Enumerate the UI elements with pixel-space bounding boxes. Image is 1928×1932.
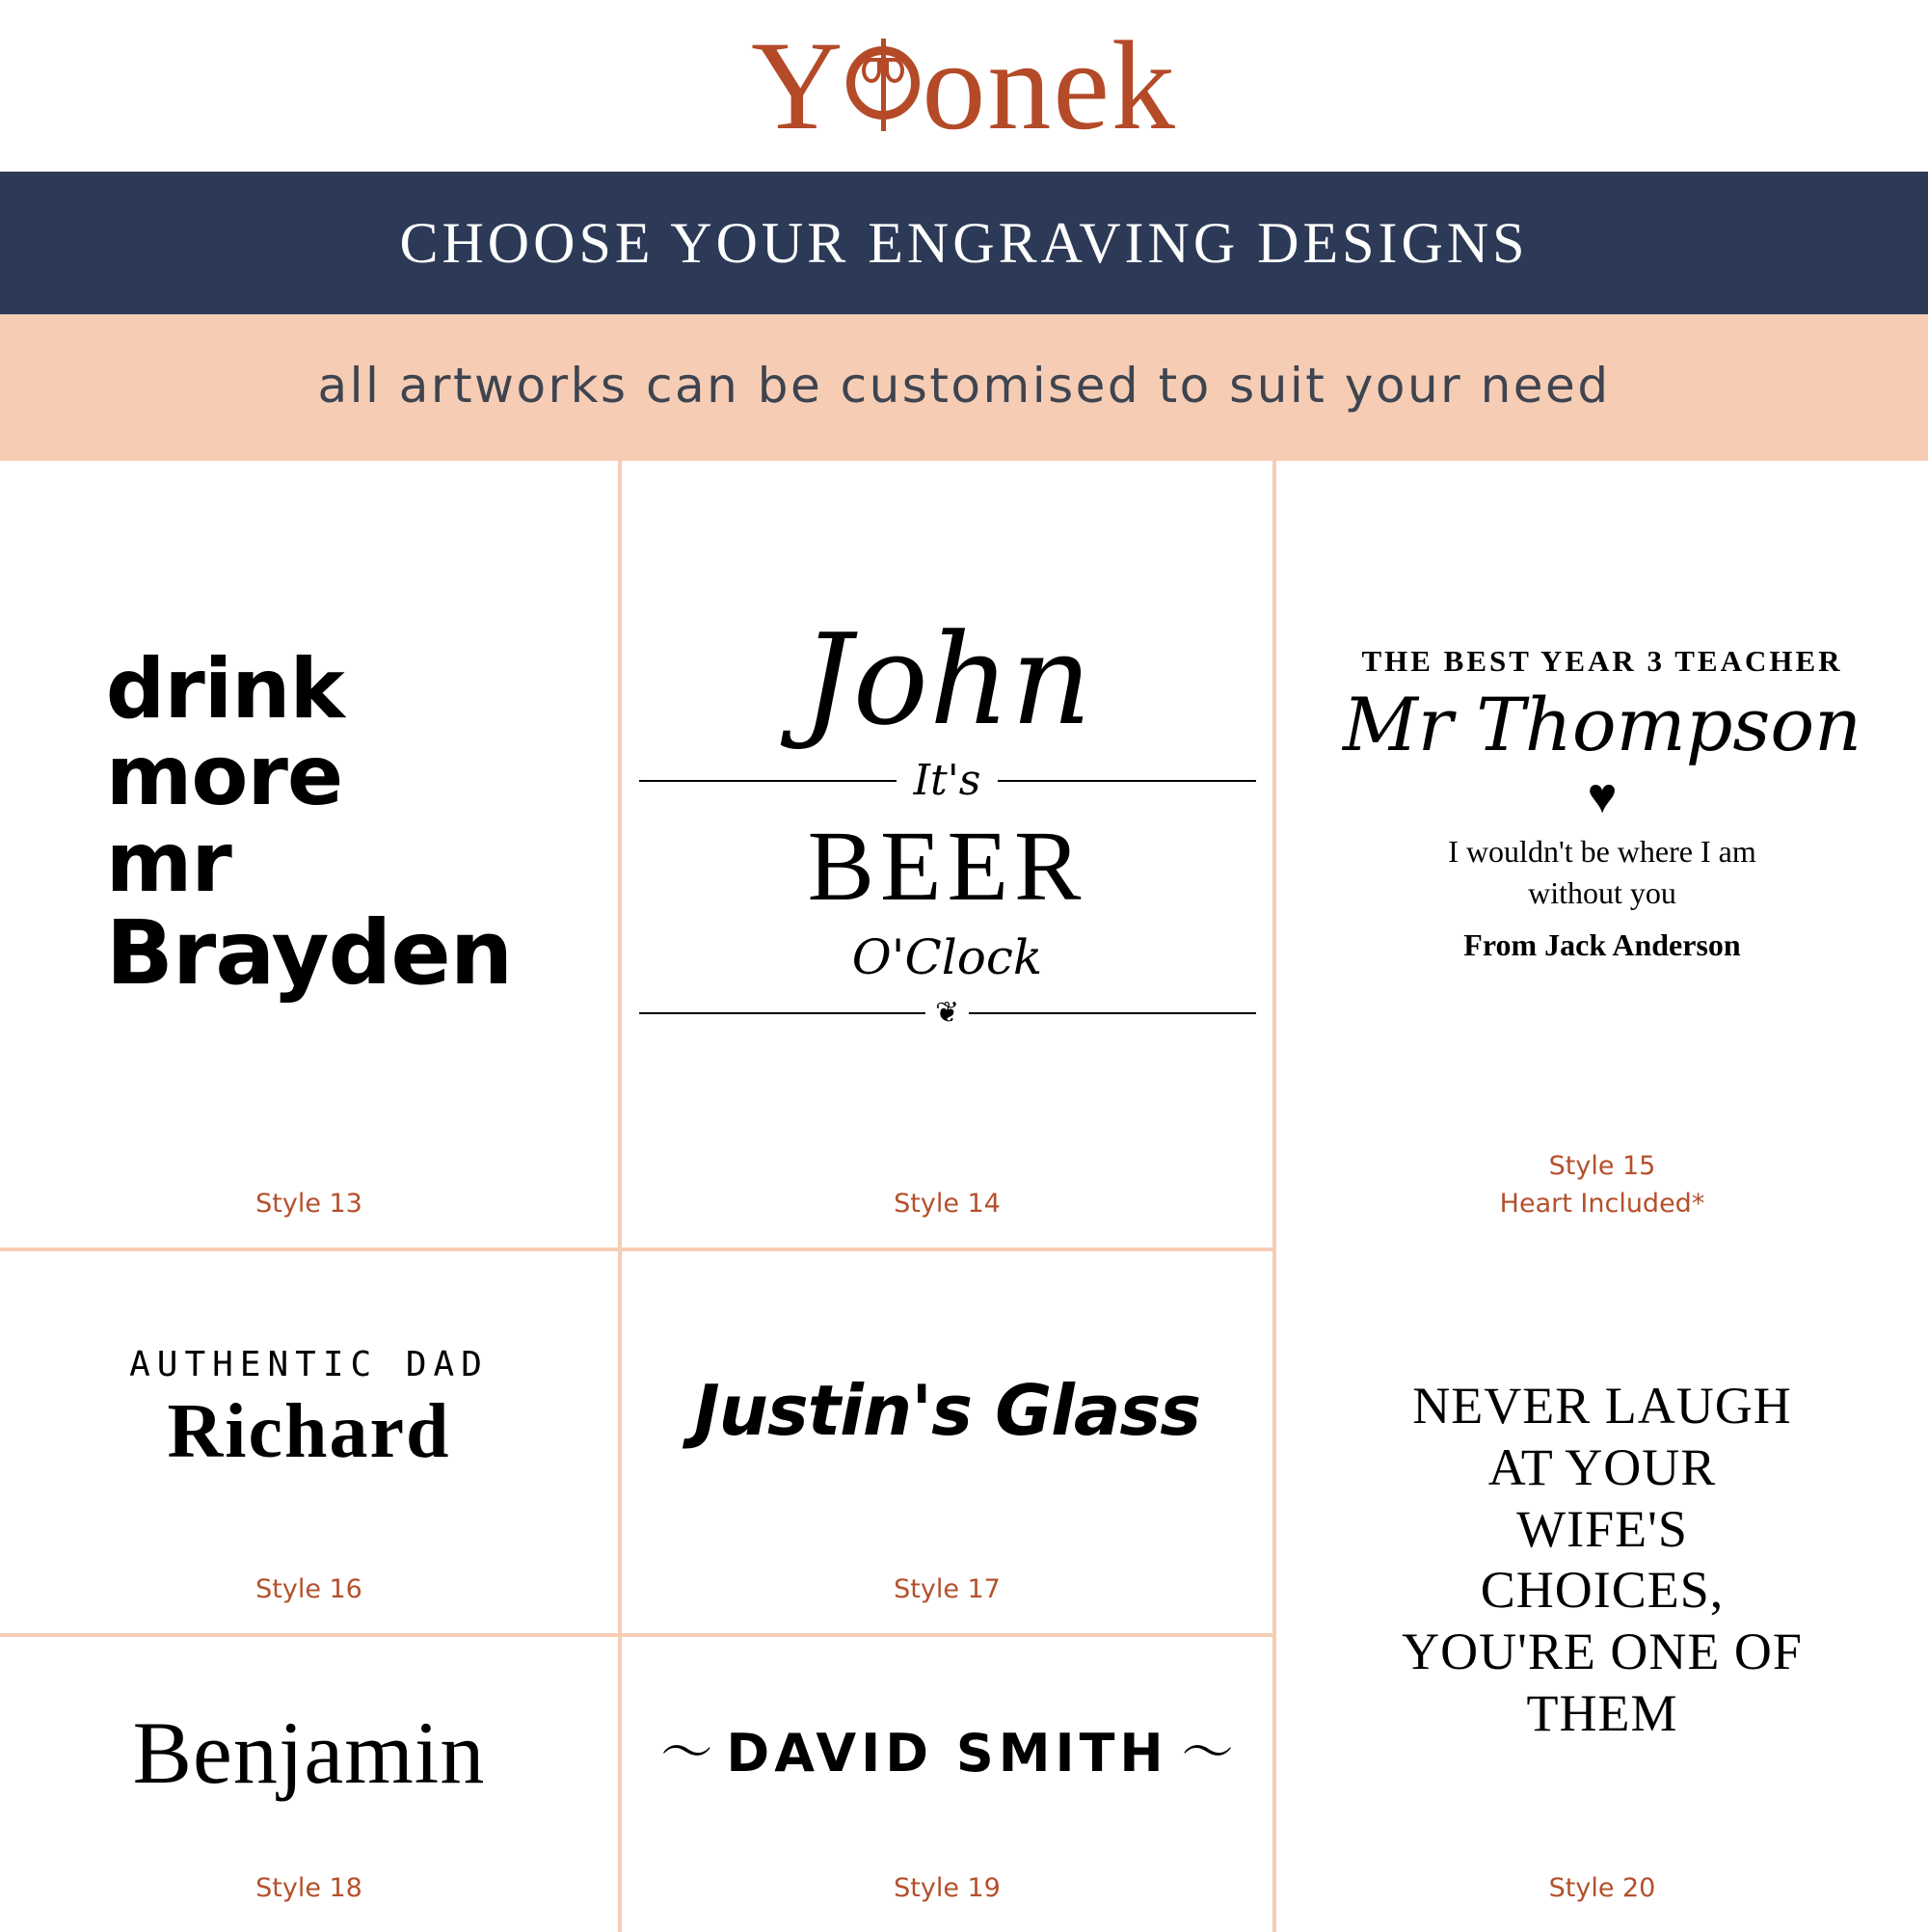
design-caption-label: Style 13 [255,1188,362,1219]
design-caption-style-14 [894,1185,1001,1248]
design-caption-style-15 [1500,1147,1705,1248]
design-artwork-style-14 [622,461,1272,1185]
design-artwork-style-16 [0,1251,618,1570]
design-caption-note: Heart Included* [1499,1188,1705,1219]
design-card-style-14[interactable] [622,461,1272,1248]
style-13-line-3: mr [105,815,231,912]
yoonek-monogram-icon [839,33,927,139]
brand-wordmark [751,14,1177,156]
title-band [0,172,1928,314]
style-20-line-5: YOU'RE ONE OF [1402,1623,1803,1681]
style-20-line-1: NEVER LAUGH [1412,1377,1792,1436]
heart-icon: ♥ [1587,767,1618,824]
style-20-line-2: AT YOUR [1487,1437,1717,1496]
style-14-beer: BEER [807,811,1087,923]
style-16-top-line: AUTHENTIC DAD [129,1345,489,1385]
design-caption-label: Style 20 [1548,1872,1656,1903]
design-card-style-13[interactable] [0,461,618,1248]
style-20-line-6: THEM [1526,1683,1678,1742]
design-caption-style-16 [255,1570,362,1633]
style-14-its-row [639,756,1256,805]
subtitle-band [0,314,1928,457]
page-subtitle: all artworks can be customised to suit your need [317,358,1611,414]
design-caption-style-17 [894,1570,1001,1633]
design-caption-label: Style 15 [1548,1150,1656,1181]
style-14-its: It's [913,756,981,806]
design-card-style-17[interactable] [622,1251,1272,1633]
design-caption-label: Style 17 [894,1573,1001,1604]
design-artwork-style-15 [1276,461,1928,1147]
style-19-text: DAVID SMITH [726,1722,1168,1784]
design-caption-label: Style 18 [255,1872,362,1903]
brand-name-part1: Y [751,14,845,156]
design-caption-label: Style 14 [894,1188,1001,1219]
style-15-name: Mr Thompson [1342,682,1862,768]
style-18-text: Benjamin [132,1704,486,1803]
style-13-line-2: more [105,727,343,824]
brand-name-part2: onek [922,14,1177,156]
design-artwork-style-18 [0,1637,618,1869]
design-artwork-style-13 [0,461,618,1185]
design-card-style-15[interactable] [1276,461,1928,1248]
design-caption-style-18 [255,1869,362,1932]
style-15-top-line: THE BEST YEAR 3 TEACHER [1361,644,1843,679]
design-grid [0,457,1928,1928]
style-20-line-4: CHOICES, [1480,1561,1725,1620]
design-card-style-16[interactable] [0,1251,618,1633]
design-artwork-style-20 [1276,1251,1928,1869]
style-13-line-4: Brayden [105,900,513,1005]
style-13-line-1: drink [105,640,344,738]
ornament-icon: ❦ [934,997,960,1030]
design-card-style-18[interactable] [0,1637,618,1932]
style-14-name: John [801,606,1093,754]
design-caption-style-19 [894,1869,1001,1932]
style-15-message-line-2: without you [1528,875,1676,911]
swash-left-icon: 〜 [660,1722,713,1784]
page-title: CHOOSE YOUR ENGRAVING DESIGNS [399,210,1529,275]
design-artwork-style-17 [622,1251,1272,1570]
design-caption-style-13 [255,1185,362,1248]
style-15-message-line-1: I wouldn't be where I am [1448,833,1756,869]
style-17-text: Justin's Glass [693,1370,1201,1452]
style-16-name: Richard [167,1389,451,1475]
design-card-style-19[interactable] [622,1637,1272,1932]
design-artwork-style-19 [622,1637,1272,1869]
style-15-from: From Jack Anderson [1463,927,1741,963]
design-caption-label: Style 16 [255,1573,362,1604]
design-card-style-20[interactable] [1276,1251,1928,1932]
design-caption-style-20 [1549,1869,1656,1932]
style-20-line-3: WIFE'S [1516,1499,1688,1558]
brand-header [0,0,1928,172]
style-14-oclock: O'Clock [851,929,1043,986]
swash-right-icon: 〜 [1181,1722,1234,1784]
style-14-flourish [639,999,1256,1028]
design-caption-label: Style 19 [894,1872,1001,1903]
